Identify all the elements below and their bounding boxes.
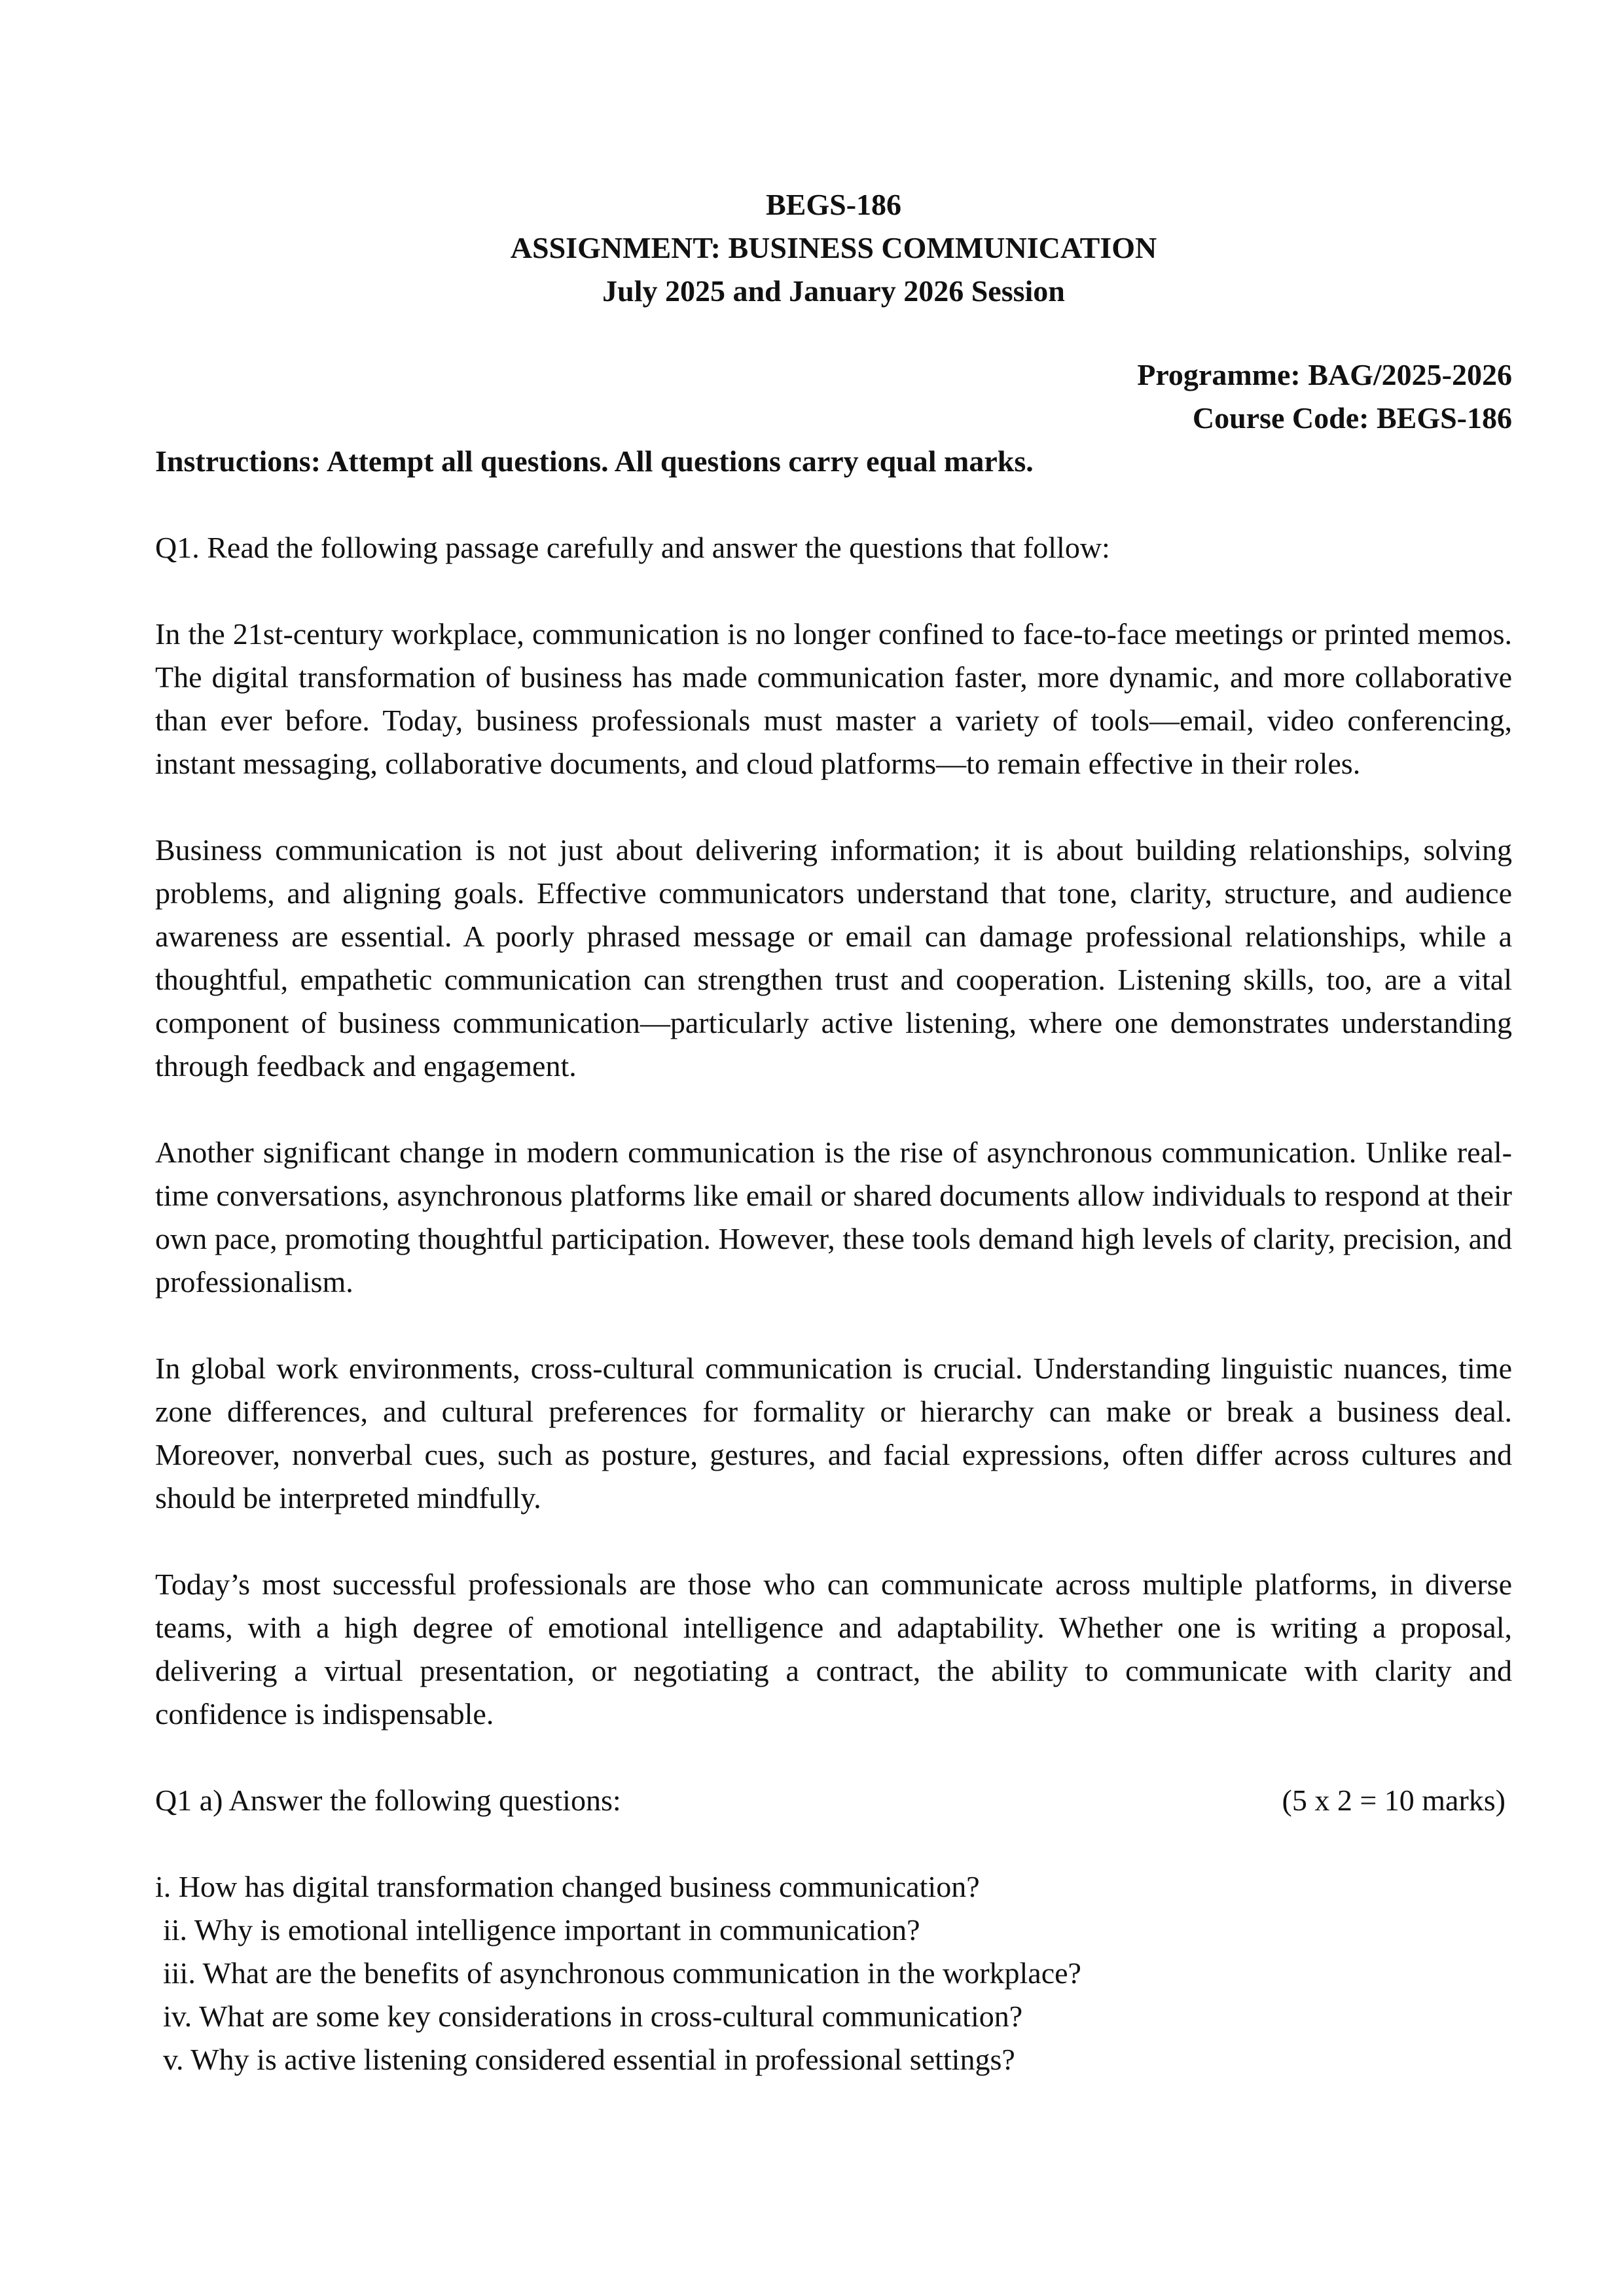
q1a-label: Q1 a) Answer the following questions: xyxy=(155,1784,621,1817)
q1a-marks: (5 x 2 = 10 marks) xyxy=(1282,1784,1506,1817)
q1-intro: Q1. Read the following passage carefully and answer the questions that follow: xyxy=(155,531,1110,564)
programme-info xyxy=(155,353,1512,440)
passage-paragraph-1: In the 21st-century workplace, communication is no longer confined to face-to-face meetings or printed memos. The digital transformation of business has made communication faster, more dynamic, and more collaborative than ever before. Today, business professionals must master a variety of tools—email, video conferencing, instant messaging, collaborative documents, and cloud platforms—to remain effective in their roles. xyxy=(155,617,1512,780)
q1a-question-4: iv. What are some key considerations in cross-cultural communication? xyxy=(163,2000,1023,2033)
course-code-line: Course Code: BEGS-186 xyxy=(1192,401,1512,435)
instructions: Instructions: Attempt all questions. All questions carry equal marks. xyxy=(155,444,1034,478)
q1a-question-1: i. How has digital transformation changed business communication? xyxy=(155,1870,980,1903)
q1a-question-5: v. Why is active listening considered essential in professional settings? xyxy=(163,2043,1015,2076)
passage-paragraph-5: Today’s most successful professionals are those who can communicate across multiple platforms, in diverse teams, with a high degree of emotional intelligence and adaptability. Whether one is writing a proposal, delivering a virtual presentation, or negotiating a contract, the ability to communicate with clarity and confidence is indispensable. xyxy=(155,1568,1512,1731)
document-header xyxy=(155,183,1512,313)
programme-line: Programme: BAG/2025-2026 xyxy=(1137,358,1512,391)
passage-paragraph-4: In global work environments, cross-cultural communication is crucial. Understanding linguistic nuances, time zone differences, and cultural preferences for formality or hierarchy can make or break a business deal. Moreover, nonverbal cues, such as posture, gestures, and facial expressions, often differ across cultures and should be interpreted mindfully. xyxy=(155,1352,1512,1515)
q1a-question-2: ii. Why is emotional intelligence important in communication? xyxy=(163,1913,920,1946)
passage-paragraph-2: Business communication is not just about delivering information; it is about building relationships, solving problems, and aligning goals. Effective communicators understand that tone, clarity, structure, and audience awareness are essential. A poorly phrased message or email can damage professional relationships, while a thoughtful, empathetic communication can strengthen trust and cooperation. Listening skills, too, are a vital component of business communication—particularly active listening, where one demonstrates understanding through feedback and engagement. xyxy=(155,833,1512,1083)
q1a-question-3: iii. What are the benefits of asynchronous communication in the workplace? xyxy=(163,1956,1081,1990)
session-heading: July 2025 and January 2026 Session xyxy=(602,274,1065,308)
q1a-question-list xyxy=(155,1865,1512,2081)
passage-paragraph-3: Another significant change in modern communication is the rise of asynchronous communication. Unlike real-time conversations, asynchronous platforms like email or shared documents allow individuals to respond at their own pace, promoting thoughtful participation. However, these tools demand high levels of clarity, precision, and professionalism. xyxy=(155,1136,1512,1299)
document-page xyxy=(155,183,1512,2081)
course-code-heading: BEGS-186 xyxy=(765,188,902,221)
q1a-heading xyxy=(155,1779,1512,1822)
assignment-title: ASSIGNMENT: BUSINESS COMMUNICATION xyxy=(510,231,1157,264)
